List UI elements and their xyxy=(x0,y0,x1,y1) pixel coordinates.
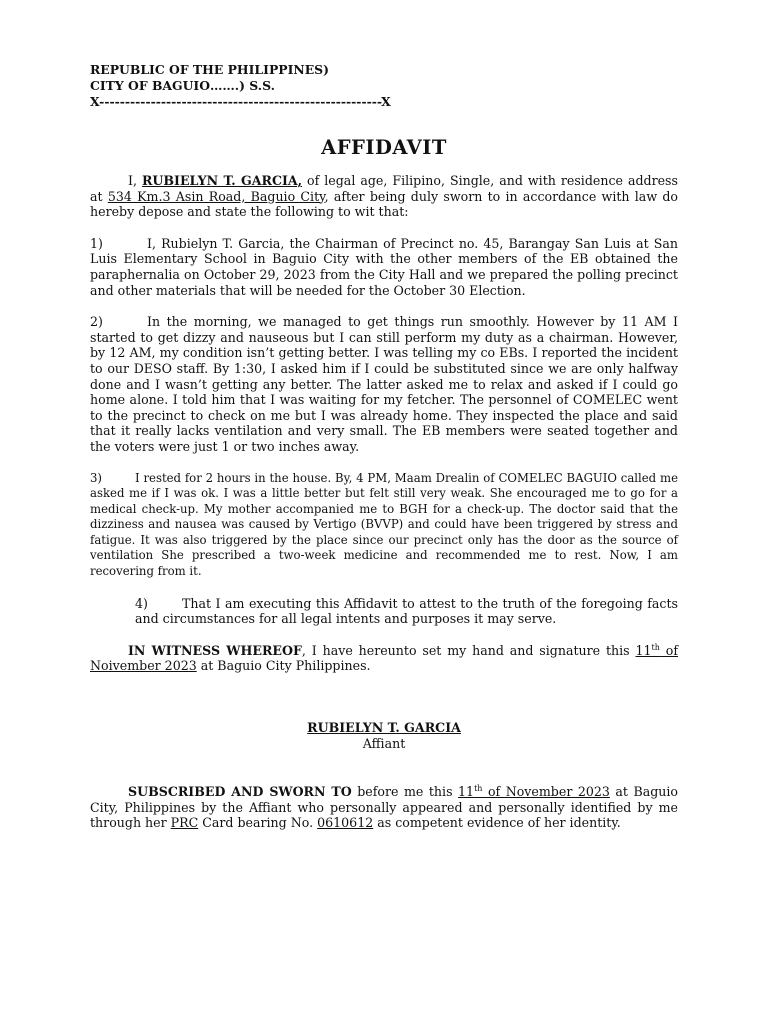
item-3-number: 3) xyxy=(90,470,102,485)
jurat-text-4: as competent evidence of her identity. xyxy=(373,815,621,831)
affiant-name: RUBIELYN T. GARCIA, xyxy=(141,173,303,188)
witness-paragraph xyxy=(90,643,678,674)
intro-post: , after being duly sworn to in accordance with law do hereby depose and state the following to wit that: xyxy=(90,188,679,220)
document-title: AFFIDAVIT xyxy=(321,136,447,159)
signatory-role: Affiant xyxy=(362,735,406,751)
item-3 xyxy=(90,471,678,580)
id-type: PRC xyxy=(170,815,199,831)
witness-post: at Baguio City Philippines. xyxy=(196,658,371,674)
witness-text: , I have hereunto set my hand and signature this xyxy=(301,642,636,658)
witness-day: 11 xyxy=(635,642,652,658)
item-4 xyxy=(135,596,678,627)
jurat-text-3: Card bearing No. xyxy=(198,815,318,831)
jurat-date-rest: of November 2023 xyxy=(482,784,610,800)
witness-day-suffix: th xyxy=(651,642,660,652)
jurat-text-1: before me this xyxy=(351,784,459,800)
jurat-day: 11 xyxy=(458,784,475,800)
venue-line-city: CITY OF BAGUIO…….) S.S. xyxy=(90,78,275,93)
jurat-lead: SUBSCRIBED AND SWORN TO xyxy=(128,784,352,800)
witness-date-rest: of Noivember 2023 xyxy=(90,642,679,674)
item-1 xyxy=(90,236,678,298)
venue-line-republic: REPUBLIC OF THE PHILIPPINES) xyxy=(90,62,329,77)
id-number: 0610612 xyxy=(317,815,374,831)
venue-line-separator: X-------------------------------------------------------X xyxy=(90,94,391,109)
jurat-date xyxy=(458,784,610,799)
intro-mid: of legal age, Filipino, Single, and with residence address at xyxy=(90,173,678,204)
signatory-name: RUBIELYN T. GARCIA xyxy=(307,720,461,736)
item-1-number: 1) xyxy=(90,235,103,251)
signature-block xyxy=(90,720,678,751)
item-2 xyxy=(90,314,678,454)
witness-lead: IN WITNESS WHEREOF xyxy=(128,642,302,658)
venue-header xyxy=(90,62,678,110)
item-2-number: 2) xyxy=(90,314,103,330)
affidavit-document xyxy=(90,62,678,831)
item-1-text: I, Rubielyn T. Garcia, the Chairman of Precinct no. 45, Barangay San Luis at San Luis Elementary School in Baguio City with the other members of the EB obtained the paraphernalia on October 29, 2023 from the City Hall and we prepared the polling precinct and other materials that will be needed for the October 30 Election. xyxy=(90,235,678,298)
jurat-paragraph xyxy=(90,784,678,831)
item-4-text: That I am executing this Affidavit to attest to the truth of the foregoing facts and circumstances for all legal intents and purposes it may serve. xyxy=(135,595,678,627)
item-2-text: In the morning, we managed to get things run smoothly. However by 11 AM I started to get dizzy and nauseous but I can still perform my duty as a chairman. However, by 12 AM, my condition isn’t getting better. I was telling my co EBs. I reported the incident to our DESO staff. By 1:30, I asked him if I could be substituted since we are only halfway done and I wasn’t getting any better. The latter asked me to relax and asked if I could go home alone. I told him that I was waiting for my fetcher. The personnel of COMELEC went to the precinct to check on me but I was already home. They inspected the place and said that it really lacks ventilation and very small. The EB members were seated together and the voters were just 1 or two inches away. xyxy=(90,314,678,454)
jurat-text-2: at Baguio City, Philippines by the Affiant who personally appeared and personally identified by me through her xyxy=(90,784,679,831)
residence-address: 534 Km.3 Asin Road, Baguio City xyxy=(107,188,325,204)
jurat-day-suffix: th xyxy=(474,784,483,794)
item-3-text: I rested for 2 hours in the house. By, 4 PM, Maam Drealin of COMELEC BAGUIO called me asked me if I was ok. I was a little better but felt still very weak. She encouraged me to go for a medical check-up. My mother accompanied me to BGH for a check-up. The doctor said that the dizziness and nausea was caused by Vertigo (BVVP) and could have been triggered by stress and fatigue. It was also triggered by the place since our precinct only has the door as the source of ventilation She prescribed a two-week medicine and recommended me to rest. Now, I am recovering from it. xyxy=(90,470,678,579)
intro-paragraph xyxy=(90,173,678,220)
item-4-number: 4) xyxy=(135,595,148,611)
intro-pre: I, xyxy=(128,173,142,188)
